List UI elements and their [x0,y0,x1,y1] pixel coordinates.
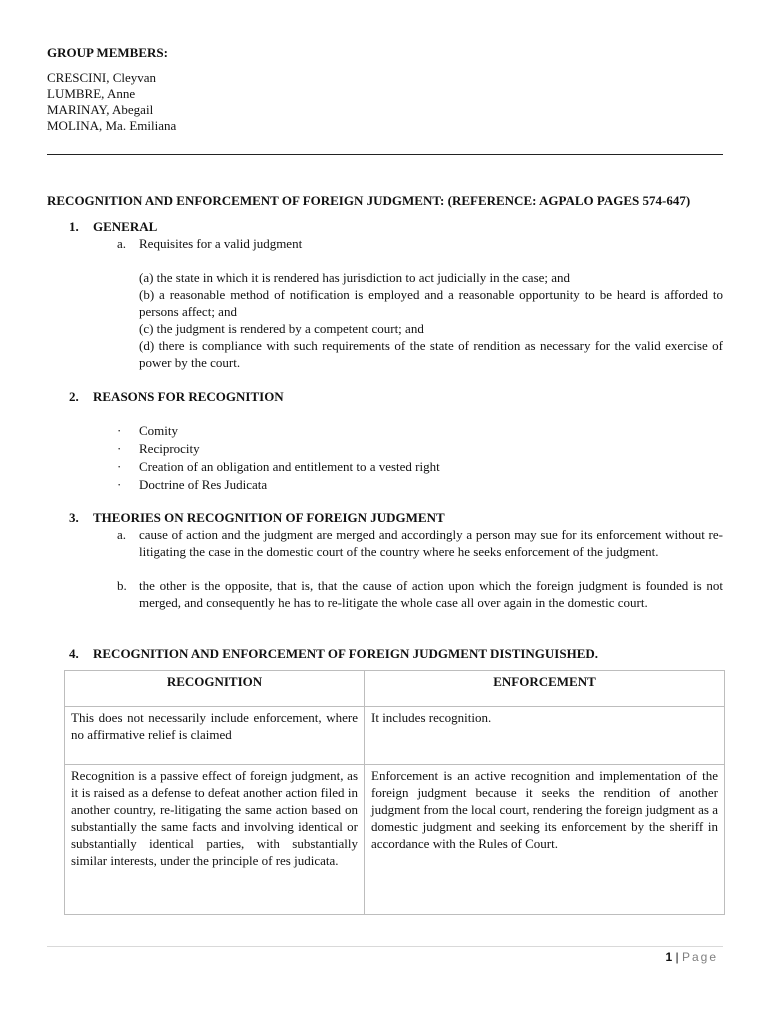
section-title: THEORIES ON RECOGNITION OF FOREIGN JUDGMENT [93,510,445,525]
section-3-heading [69,509,445,526]
item-text: cause of action and the judgment are merged and accordingly a person may sue for its enforcement without re-litigating the case in the domestic court of the country where he seeks enforcement of the judgment. [139,527,723,559]
member-name: LUMBRE, Anne [47,86,136,101]
list-item: · Creation of an obligation and entitlement to a vested right [117,459,440,474]
table-cell: It includes recognition. [365,707,725,765]
table-header-enforcement: ENFORCEMENT [365,671,725,707]
section-3-item-a [117,526,723,560]
bullet-icon: · [117,477,122,492]
group-members-list [47,70,176,134]
section-4-heading [69,645,598,662]
table-header-row [65,671,725,707]
footer-divider [47,946,723,947]
section-title: RECOGNITION AND ENFORCEMENT OF FOREIGN JUDGMENT DISTINGUISHED. [93,646,599,661]
member-name: MARINAY, Abegail [47,102,154,117]
bullet-icon: · [117,423,122,438]
page-number: 1 [665,950,673,964]
list-item: · Reciprocity [117,441,200,456]
section-1-heading [69,218,157,235]
section-number: 3. [69,510,79,525]
table-cell: This does not necessarily include enforcement, where no affirmative relief is claimed [65,707,365,765]
item-marker: a. [117,527,127,542]
item-text: Requisites for a valid judgment [139,236,303,251]
group-members-heading: GROUP MEMBERS: [47,45,168,60]
item-marker: b. [117,578,127,593]
bullet-icon: · [117,459,122,474]
member-name: CRESCINI, Cleyvan [47,70,157,85]
table-row [65,765,725,915]
horizontal-divider [47,154,723,155]
section-number: 2. [69,389,79,404]
bullet-icon: · [117,441,122,456]
section-title: GENERAL [93,219,158,234]
table-cell: Recognition is a passive effect of foreign judgment, as it is raised as a defense to defeat another action filed in another country, re-litigating the same action based on substantially the same facts and involving identical or substantially identical parties, with substantially similar interests, under the principle of res judicata. [65,765,365,915]
section-2-heading [69,388,284,405]
list-item: · Comity [117,423,179,438]
comparison-table [64,670,725,915]
footer-separator: | [675,950,679,964]
page-label: Page [681,950,718,964]
table-header-recognition: RECOGNITION [65,671,365,707]
section-number: 4. [69,646,79,661]
member-name: MOLINA, Ma. Emiliana [47,118,177,133]
section-1-item-a [117,235,723,252]
requisite-c: (c) the judgment is rendered by a competent court; and [139,321,424,336]
item-marker: a. [117,236,127,251]
requisite-a: (a) the state in which it is rendered has jurisdiction to act judicially in the case; and [139,270,571,285]
item-text: the other is the opposite, that is, that the cause of action upon which the foreign judgment is founded is not merged, and consequently he has to re-litigate the whole case all over again in the domestic court. [139,578,723,610]
requisite-d: (d) there is compliance with such requirements of the state of rendition as necessary for the valid exercise of power by the court. [139,338,723,370]
section-number: 1. [69,219,79,234]
page-footer [665,949,718,966]
list-item: · Doctrine of Res Judicata [117,477,268,492]
table-row [65,707,725,765]
document-title: RECOGNITION AND ENFORCEMENT OF FOREIGN JUDGMENT: (REFERENCE: AGPALO PAGES 574-647) [47,193,691,208]
requisite-b: (b) a reasonable method of notification is employed and a reasonable opportunity to be heard is afforded to persons affect; and [139,287,723,319]
table-cell: Enforcement is an active recognition and implementation of the foreign judgment because it seeks the rendition of another judgment from the local court, rendering the foreign judgment as a domestic judgment and seeking its enforcement by the sheriff in accordance with the Rules of Court. [365,765,725,915]
section-3-item-b [117,577,723,611]
section-title: REASONS FOR RECOGNITION [93,389,284,404]
